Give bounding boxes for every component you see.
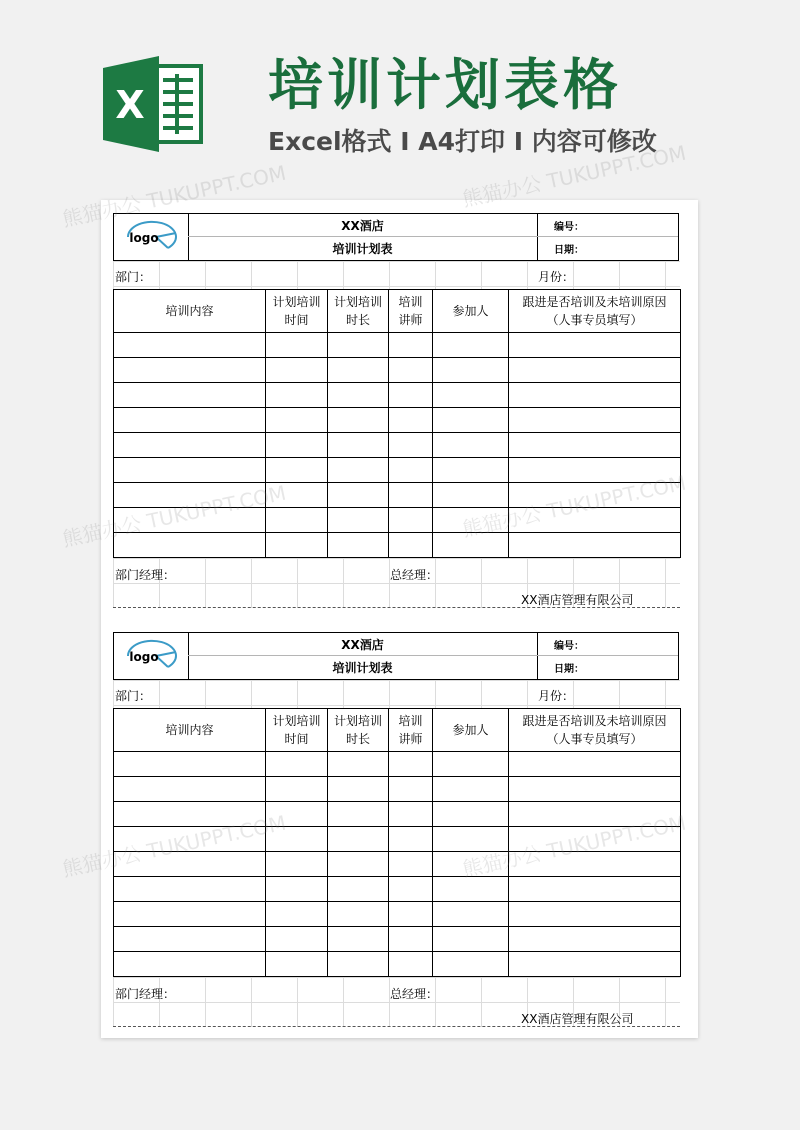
table-cell[interactable] [389, 358, 433, 383]
table-cell[interactable] [509, 777, 681, 802]
table-cell[interactable] [433, 902, 509, 927]
table-cell[interactable] [433, 408, 509, 433]
table-cell[interactable] [389, 777, 433, 802]
training-table [113, 708, 681, 977]
table-cell[interactable] [433, 927, 509, 952]
table-cell[interactable] [509, 408, 681, 433]
table-row [114, 802, 681, 827]
table-cell[interactable] [114, 777, 266, 802]
dept-label[interactable]: 部门： [115, 270, 152, 284]
table-cell[interactable] [328, 877, 389, 902]
column-header: 计划培训 时长 [328, 709, 389, 752]
table-cell[interactable] [389, 533, 433, 558]
cut-line [113, 607, 680, 608]
table-row [114, 927, 681, 952]
table-cell[interactable] [433, 852, 509, 877]
hotel-name: XX酒店 [188, 633, 537, 656]
table-cell[interactable] [389, 852, 433, 877]
table-cell[interactable] [266, 433, 328, 458]
company-name: XX酒店管理有限公司 [521, 1012, 634, 1026]
table-cell[interactable] [266, 802, 328, 827]
table-cell[interactable] [114, 927, 266, 952]
table-cell[interactable] [509, 458, 681, 483]
table-cell[interactable] [509, 508, 681, 533]
gm-label[interactable]: 总经理： [390, 568, 439, 582]
gm-label[interactable]: 总经理： [390, 987, 439, 1001]
manager-label[interactable]: 部门经理： [115, 568, 176, 582]
table-cell[interactable] [389, 383, 433, 408]
column-header: 参加人 [433, 709, 509, 752]
table-row [114, 383, 681, 408]
cut-line [113, 1026, 680, 1027]
table-cell[interactable] [389, 508, 433, 533]
table-cell[interactable] [389, 927, 433, 952]
table-cell[interactable] [509, 433, 681, 458]
column-header: 跟进是否培训及未培训原因 （人事专员填写） [509, 290, 681, 333]
table-cell[interactable] [389, 458, 433, 483]
table-cell[interactable] [328, 433, 389, 458]
table-cell[interactable] [389, 802, 433, 827]
banner-title: 培训计划表格 [268, 53, 623, 117]
table-cell[interactable] [266, 852, 328, 877]
table-cell[interactable] [114, 877, 266, 902]
table-cell[interactable] [266, 777, 328, 802]
logo-text: logo [129, 650, 159, 664]
table-cell[interactable] [328, 333, 389, 358]
table-cell[interactable] [114, 752, 266, 777]
form-sheet [101, 200, 698, 1038]
table-cell[interactable] [266, 927, 328, 952]
date-label[interactable]: 日期： [554, 664, 584, 675]
table-row [114, 952, 681, 977]
table-cell[interactable] [266, 902, 328, 927]
form-title: 培训计划表 [332, 661, 393, 675]
table-cell[interactable] [389, 877, 433, 902]
training-plan-form [101, 200, 698, 618]
table-cell[interactable] [114, 852, 266, 877]
table-cell[interactable] [114, 433, 266, 458]
table-cell[interactable] [433, 508, 509, 533]
table-cell[interactable] [328, 508, 389, 533]
table-header-row [114, 290, 681, 333]
table-cell[interactable] [509, 827, 681, 852]
table-cell[interactable] [509, 902, 681, 927]
column-header: 培训 讲师 [389, 290, 433, 333]
table-cell[interactable] [389, 408, 433, 433]
table-cell[interactable] [266, 827, 328, 852]
column-header: 培训内容 [114, 290, 266, 333]
watermark: 熊猫办公 TUKUPPT.COM [460, 140, 689, 212]
table-header-row [114, 709, 681, 752]
manager-label[interactable]: 部门经理： [115, 987, 176, 1001]
table-cell[interactable] [114, 358, 266, 383]
table-cell[interactable] [389, 952, 433, 977]
table-cell[interactable] [433, 533, 509, 558]
table-cell[interactable] [266, 383, 328, 408]
table-cell[interactable] [389, 483, 433, 508]
table-row [114, 408, 681, 433]
training-table [113, 289, 681, 558]
month-label[interactable]: 月份： [538, 689, 575, 703]
table-cell[interactable] [266, 952, 328, 977]
table-cell[interactable] [114, 952, 266, 977]
hotel-name: XX酒店 [188, 214, 537, 237]
table-cell[interactable] [433, 383, 509, 408]
month-label[interactable]: 月份： [538, 270, 575, 284]
logo-text: logo [129, 231, 159, 245]
table-cell[interactable] [509, 802, 681, 827]
training-plan-form [101, 619, 698, 1037]
table-cell[interactable] [509, 852, 681, 877]
table-cell[interactable] [328, 533, 389, 558]
logo-icon [122, 219, 180, 255]
table-cell[interactable] [266, 483, 328, 508]
table-cell[interactable] [266, 877, 328, 902]
column-header: 参加人 [433, 290, 509, 333]
table-cell[interactable] [509, 483, 681, 508]
table-cell[interactable] [114, 458, 266, 483]
table-cell[interactable] [389, 433, 433, 458]
table-cell[interactable] [509, 952, 681, 977]
form-header [113, 213, 679, 261]
table-row [114, 877, 681, 902]
table-cell[interactable] [509, 927, 681, 952]
svg-text:X: X [115, 83, 145, 127]
table-cell[interactable] [266, 333, 328, 358]
code-label[interactable]: 编号： [537, 633, 678, 656]
table-cell[interactable] [433, 777, 509, 802]
company-name: XX酒店管理有限公司 [521, 593, 634, 607]
table-cell[interactable] [433, 802, 509, 827]
table-cell[interactable] [328, 952, 389, 977]
table-cell[interactable] [389, 333, 433, 358]
table-row [114, 458, 681, 483]
table-cell[interactable] [433, 952, 509, 977]
table-cell[interactable] [328, 777, 389, 802]
table-cell[interactable] [266, 458, 328, 483]
table-cell[interactable] [433, 458, 509, 483]
dept-label[interactable]: 部门： [115, 689, 152, 703]
table-cell[interactable] [328, 802, 389, 827]
table-row [114, 433, 681, 458]
table-cell[interactable] [114, 902, 266, 927]
table-cell[interactable] [114, 802, 266, 827]
table-cell[interactable] [328, 408, 389, 433]
table-cell[interactable] [433, 333, 509, 358]
form-title: 培训计划表 [332, 242, 393, 256]
table-cell[interactable] [509, 752, 681, 777]
table-cell[interactable] [433, 483, 509, 508]
banner-subtitle: Excel格式 I A4打印 I 内容可修改 [268, 127, 657, 156]
table-cell[interactable] [509, 383, 681, 408]
table-cell[interactable] [389, 752, 433, 777]
table-cell[interactable] [114, 333, 266, 358]
table-cell[interactable] [433, 752, 509, 777]
column-header: 计划培训 时长 [328, 290, 389, 333]
table-cell[interactable] [328, 483, 389, 508]
table-row [114, 852, 681, 877]
column-header: 培训内容 [114, 709, 266, 752]
logo-icon [122, 638, 180, 674]
table-row [114, 358, 681, 383]
table-cell[interactable] [266, 508, 328, 533]
table-cell[interactable] [114, 508, 266, 533]
code-label[interactable]: 编号： [537, 214, 678, 237]
table-row [114, 508, 681, 533]
excel-icon [103, 56, 203, 152]
table-cell[interactable] [266, 533, 328, 558]
form-header [113, 632, 679, 680]
table-cell[interactable] [509, 358, 681, 383]
table-cell[interactable] [114, 533, 266, 558]
table-cell[interactable] [328, 827, 389, 852]
logo-cell [114, 214, 189, 260]
table-row [114, 777, 681, 802]
table-cell[interactable] [328, 902, 389, 927]
table-cell[interactable] [328, 852, 389, 877]
column-header: 跟进是否培训及未培训原因 （人事专员填写） [509, 709, 681, 752]
watermark: 熊猫办公 TUKUPPT.COM [60, 160, 289, 232]
table-cell[interactable] [328, 458, 389, 483]
table-cell[interactable] [509, 333, 681, 358]
table-row [114, 752, 681, 777]
table-cell[interactable] [114, 383, 266, 408]
table-cell[interactable] [433, 877, 509, 902]
column-header: 计划培训 时间 [266, 290, 328, 333]
date-label[interactable]: 日期： [554, 245, 584, 256]
table-cell[interactable] [328, 358, 389, 383]
table-cell[interactable] [114, 483, 266, 508]
table-cell[interactable] [433, 433, 509, 458]
table-cell[interactable] [328, 752, 389, 777]
table-cell[interactable] [509, 877, 681, 902]
column-header: 计划培训 时间 [266, 709, 328, 752]
logo-cell [114, 633, 189, 679]
table-cell[interactable] [389, 902, 433, 927]
table-cell[interactable] [328, 927, 389, 952]
table-row [114, 333, 681, 358]
table-cell[interactable] [114, 827, 266, 852]
table-cell[interactable] [266, 358, 328, 383]
table-cell[interactable] [433, 827, 509, 852]
table-cell[interactable] [266, 752, 328, 777]
table-row [114, 827, 681, 852]
table-row [114, 902, 681, 927]
table-cell[interactable] [328, 383, 389, 408]
table-cell[interactable] [433, 358, 509, 383]
column-header: 培训 讲师 [389, 709, 433, 752]
table-cell[interactable] [114, 408, 266, 433]
table-row [114, 533, 681, 558]
table-cell[interactable] [389, 827, 433, 852]
table-cell[interactable] [509, 533, 681, 558]
table-row [114, 483, 681, 508]
table-cell[interactable] [266, 408, 328, 433]
